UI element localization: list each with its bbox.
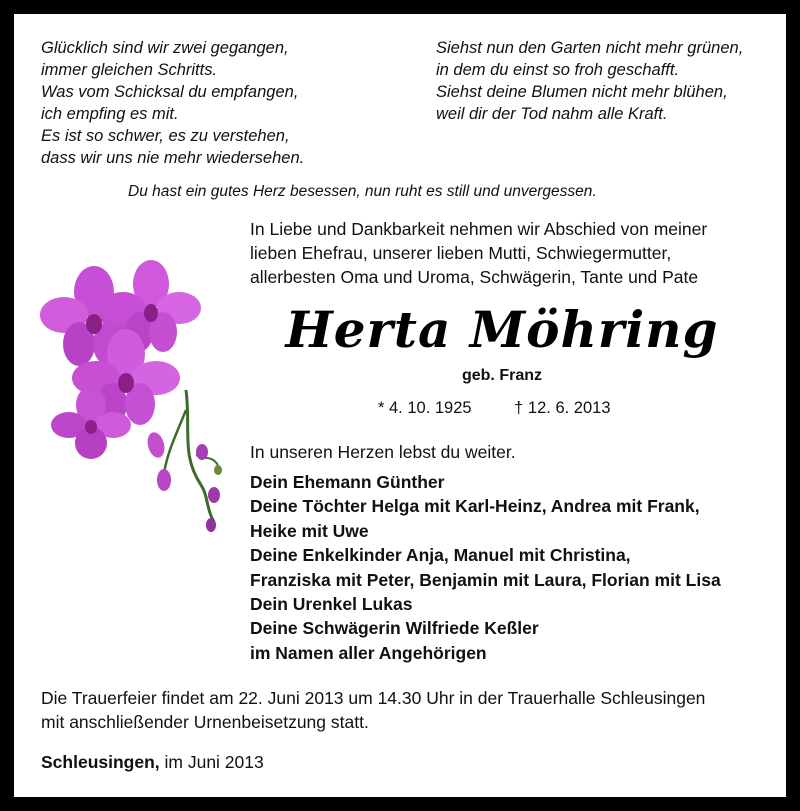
poem-right xyxy=(436,37,743,125)
family-line: Heike mit Uwe xyxy=(250,520,369,541)
funeral-line: Die Trauerfeier findet am 22. Juni 2013 um 14.30 Uhr in der Trauerhalle Schleusingen xyxy=(41,688,706,708)
funeral-line: mit anschließender Urnenbeisetzung statt. xyxy=(41,712,369,732)
poem-line: Siehst deine Blumen nicht mehr blühen, xyxy=(436,83,728,101)
orchid-image xyxy=(36,240,226,540)
place-date xyxy=(41,752,264,773)
family-line: Deine Enkelkinder Anja, Manuel mit Christina, xyxy=(250,545,631,566)
funeral-notice xyxy=(41,686,705,734)
intro-line: allerbesten Oma und Uroma, Schwägerin, Tante und Pate xyxy=(250,267,699,287)
family-line: Dein Urenkel Lukas xyxy=(250,594,413,615)
deceased-name: Herta Möhring xyxy=(285,300,719,359)
poem-line: dass wir uns nie mehr wiedersehen. xyxy=(41,149,305,167)
poem-line: weil dir der Tod nahm alle Kraft. xyxy=(436,105,668,123)
family-line: Dein Ehemann Günther xyxy=(250,472,445,492)
intro-line: In Liebe und Dankbarkeit nehmen wir Abschied von meiner xyxy=(250,219,708,239)
poem-line: Was vom Schicksal du empfangen, xyxy=(41,83,299,101)
poem-line: Siehst nun den Garten nicht mehr grünen, xyxy=(436,39,744,57)
poem-line: ich empfing es mit. xyxy=(41,105,179,123)
family-line: Franziska mit Peter, Benjamin mit Laura, Florian mit Lisa xyxy=(250,569,721,590)
poem-left xyxy=(41,37,304,169)
maiden-name: geb. Franz xyxy=(461,367,542,384)
birth-date: * 4. 10. 1925 xyxy=(378,399,472,417)
family-line: Deine Töchter Helga mit Karl-Heinz, Andrea mit Frank, xyxy=(250,496,700,517)
place-month: im Juni 2013 xyxy=(159,752,264,772)
family-line: im Namen aller Angehörigen xyxy=(250,642,487,663)
place-town: Schleusingen, xyxy=(41,752,160,772)
intro-text xyxy=(250,217,707,289)
family-list xyxy=(250,470,721,665)
life-dates xyxy=(378,399,611,418)
family-line: Deine Schwägerin Wilfriede Keßler xyxy=(250,618,539,639)
poem-line: immer gleichen Schritts. xyxy=(41,61,218,79)
motto: Du hast ein gutes Herz besessen, nun ruht es still und unvergessen. xyxy=(128,183,597,200)
death-date: † 12. 6. 2013 xyxy=(514,399,611,417)
poem-line: in dem du einst so froh geschafft. xyxy=(436,61,680,79)
intro-line: lieben Ehefrau, unserer lieben Mutti, Schwiegermutter, xyxy=(250,243,672,263)
poem-line: Es ist so schwer, es zu verstehen, xyxy=(41,127,290,145)
poem-line: Glücklich sind wir zwei gegangen, xyxy=(41,39,289,57)
heart-line: In unseren Herzen lebst du weiter. xyxy=(250,442,516,462)
